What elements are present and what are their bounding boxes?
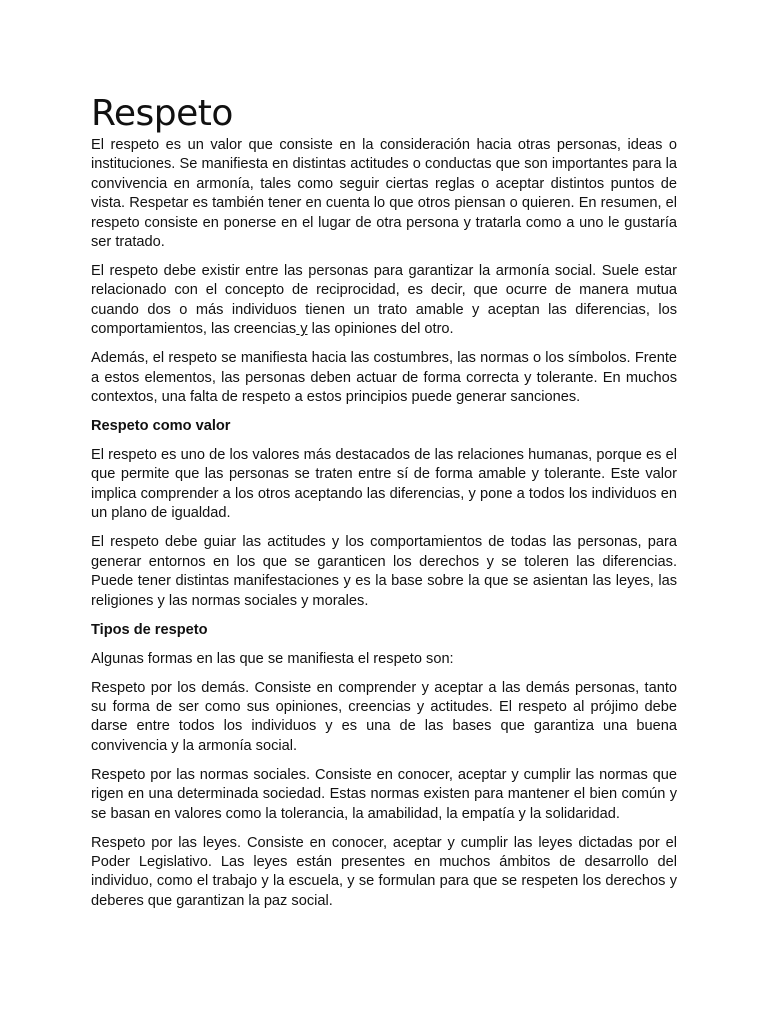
paragraph-customs: Además, el respeto se manifiesta hacia las costumbres, las normas o los símbolos. Frente a estos elementos, las personas deben actuar de forma correcta y tolerante. En muchos contextos, una falta de respeto a estos principios puede generar sanciones. xyxy=(91,350,677,406)
paragraph-value: El respeto es uno de los valores más destacados de las relaciones humanas, porque es el que permite que las personas se traten entre sí de forma amable y tolerante. Este valor implica comprender a los otros aceptando las diferencias, y pone a todos los individuos en un plano de igualdad. xyxy=(91,447,677,522)
section-heading-value: Respeto como valor xyxy=(91,418,231,435)
paragraph-laws: Respeto por las leyes. Consiste en conocer, aceptar y cumplir las leyes dictadas por el Poder Legislativo. Las leyes están presentes en muchos ámbitos de desarrollo del individuo, como el trabajo y la escuela, y se formulan para que se respeten los derechos y deberes que garantizan la paz social. xyxy=(91,834,677,909)
section-heading-types: Tipos de respeto xyxy=(91,621,208,638)
paragraph-social-norms: Respeto por las normas sociales. Consiste en conocer, aceptar y cumplir las normas que rigen en una determinada sociedad. Estas normas existen para mantener el bien común y se basan en valores como la tolerancia, la amabilidad, la empatía y la solidaridad. xyxy=(91,766,677,822)
document-title: Respeto xyxy=(91,93,233,134)
paragraph-intro: El respeto es un valor que consiste en la consideración hacia otras personas, ideas o instituciones. Se manifiesta en distintas actitudes o conductas que son importantes para la convivencia en armonía, tales como seguir ciertas reglas o aceptar distintos puntos de vista. Respetar es también tener en cuenta lo que otros piensan o quieren. En resumen, el respeto consiste en ponerse en el lugar de otra persona y tratarla como a uno le gustaría ser tratado. xyxy=(91,137,677,251)
underlined-link[interactable]: y xyxy=(296,321,308,338)
paragraph-guide: El respeto debe guiar las actitudes y los comportamientos de todas las personas, para generar entornos en los que se garanticen los derechos y se toleren las diferencias. Puede tener distintas manifestaciones y es la base sobre la que se asientan las leyes, las religiones y las normas sociales y morales. xyxy=(91,534,677,609)
paragraph-reciprocity xyxy=(91,262,677,340)
paragraph-respect-others: Respeto por los demás. Consiste en comprender y aceptar a las demás personas, tanto su forma de ser como sus opiniones, creencias y actitudes. El respeto al prójimo debe darse entre todos los individuos y es una de las bases que garantiza una buena convivencia y la armonía social. xyxy=(91,679,677,754)
paragraph-reciprocity-text: El respeto debe existir entre las personas para garantizar la armonía social. Suele estar relacionado con el concepto de reciprocidad, es decir, que ocurre de manera mutua cuando dos o más individuos tienen un trato amable y aceptan las diferencias, los comportamientos, las creencias xyxy=(91,263,677,338)
document-page xyxy=(91,92,677,921)
paragraph-reciprocity-end: las opiniones del otro. xyxy=(307,321,454,338)
paragraph-types-intro: Algunas formas en las que se manifiesta el respeto son: xyxy=(91,650,454,667)
